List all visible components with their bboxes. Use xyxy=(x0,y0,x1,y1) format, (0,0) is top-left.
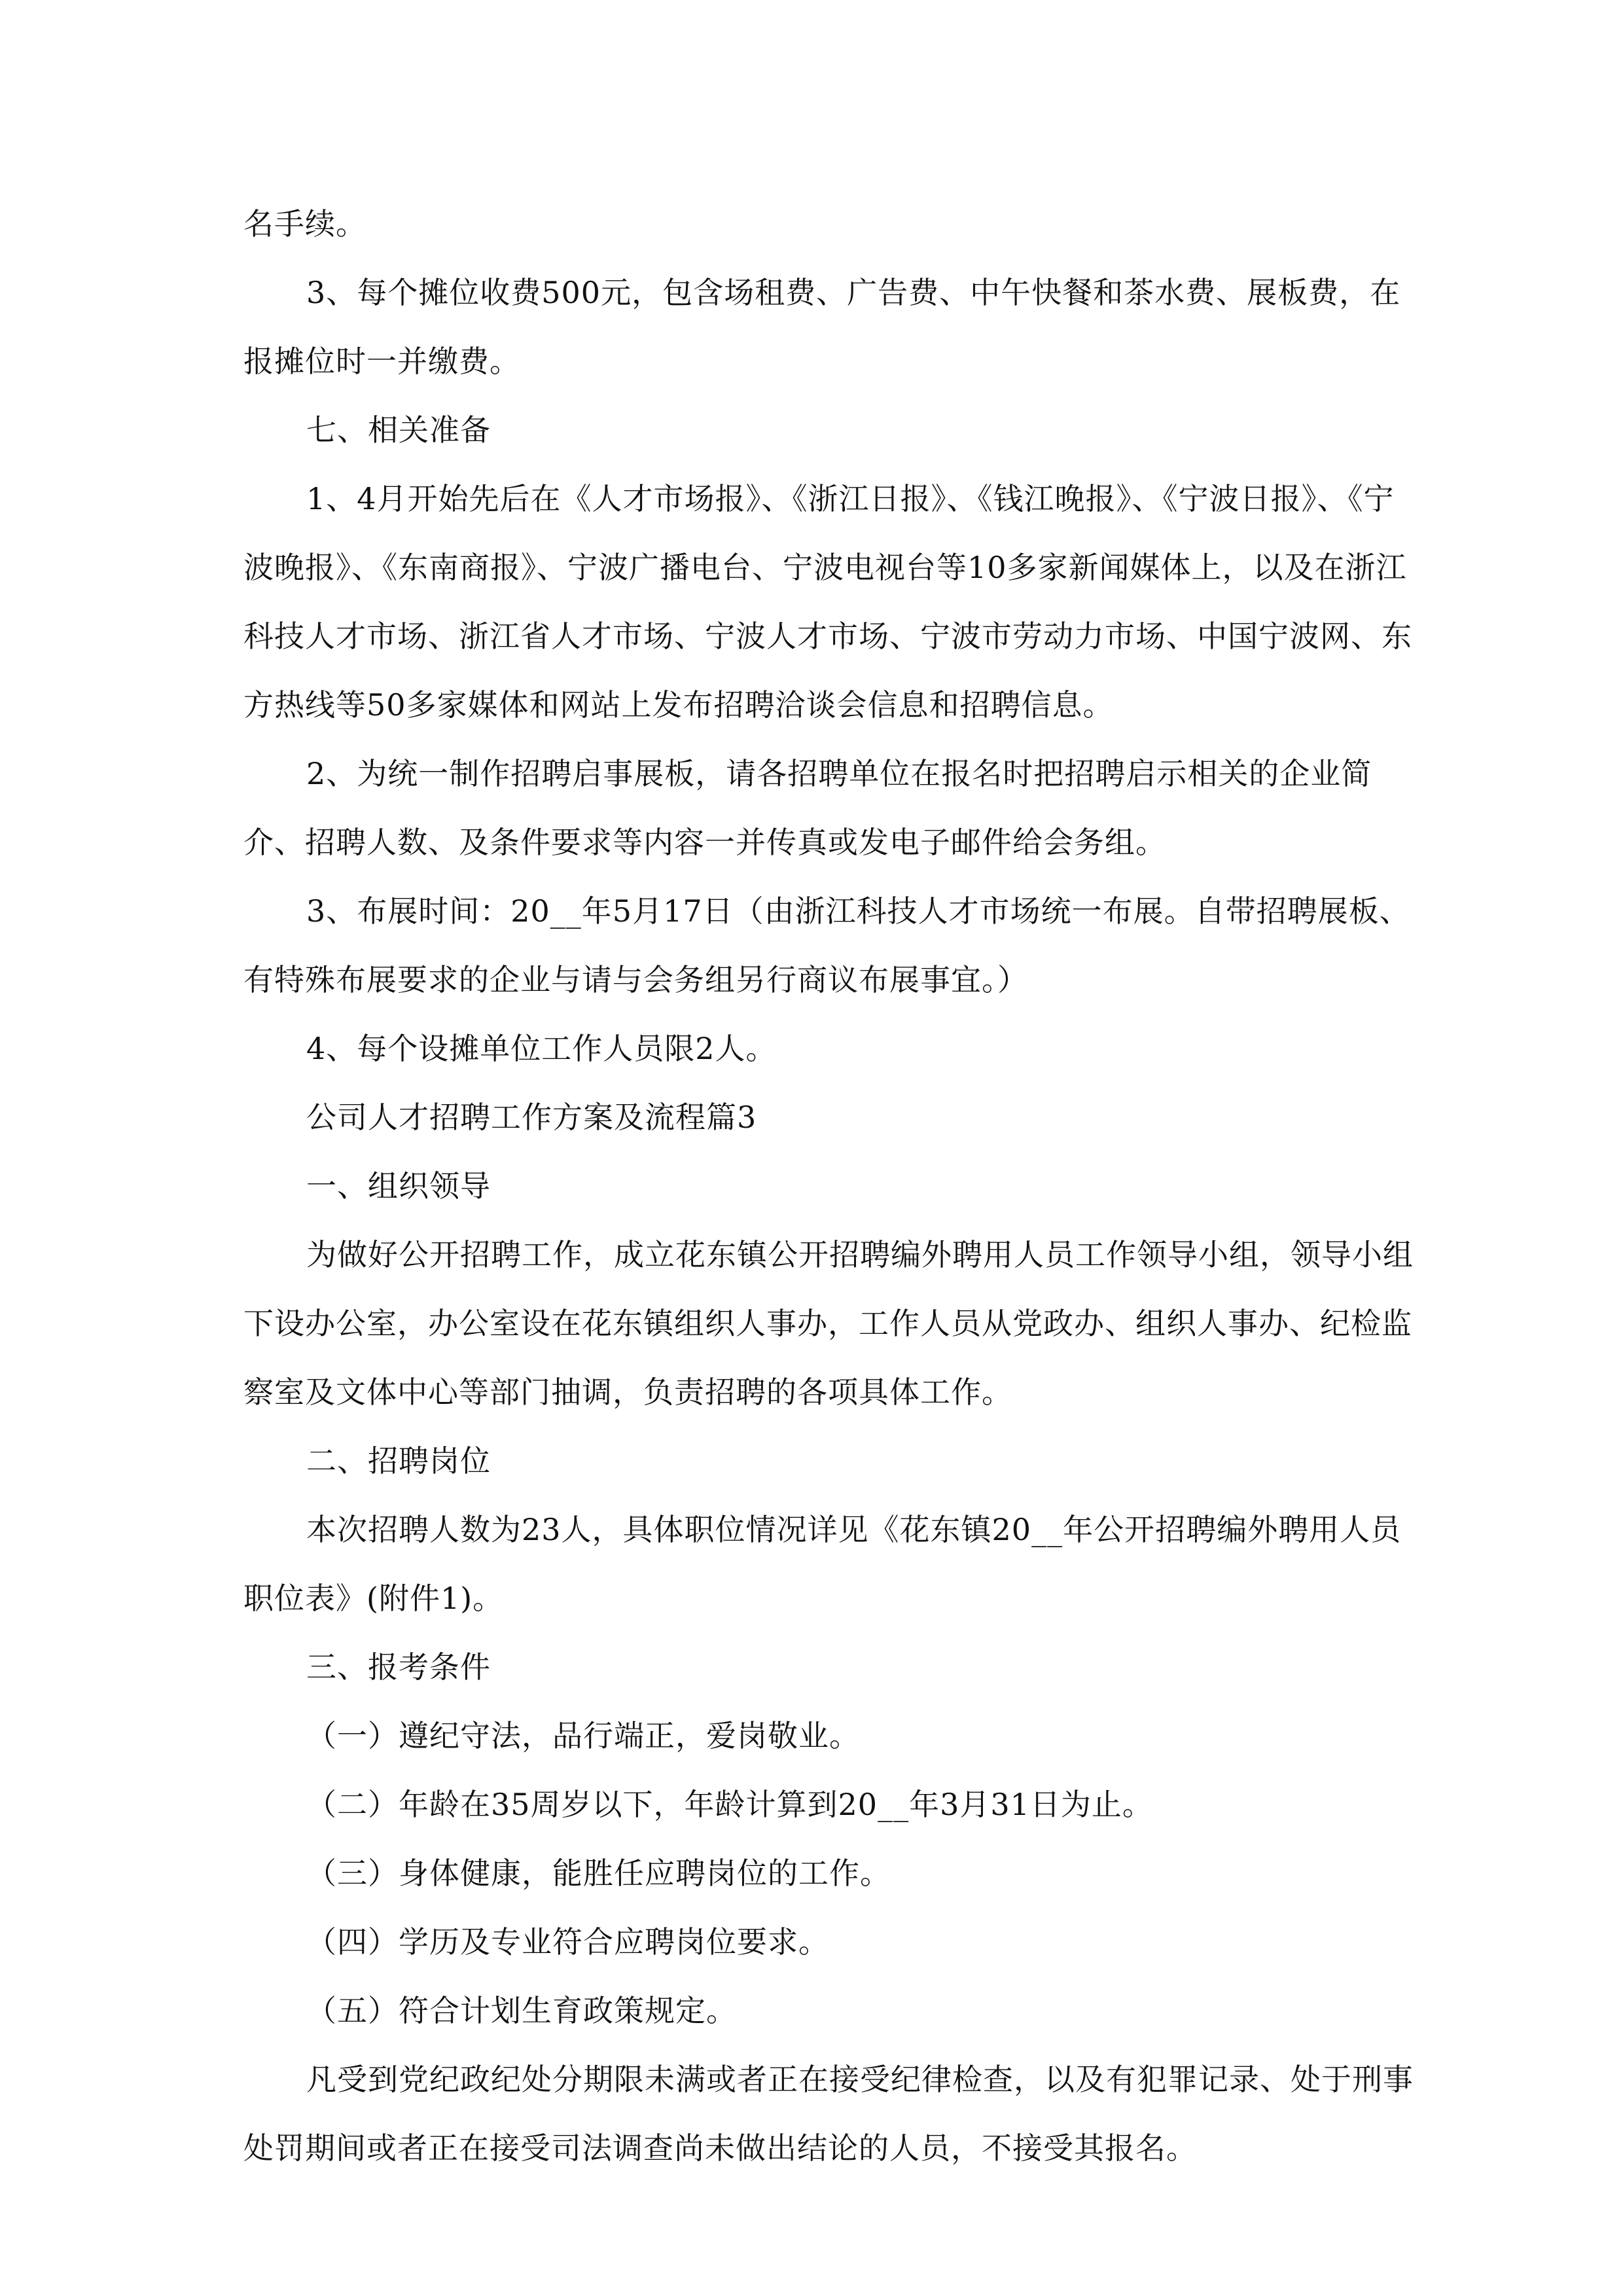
paragraph-11: 本次招聘人数为23人，具体职位情况详见《花东镇20__年公开招聘编外聘用人员职位表》(附件1)。 xyxy=(243,1512,1402,1616)
section-heading-3: 三、报考条件 xyxy=(306,1649,491,1685)
paragraph-6: 4、每个设摊单位工作人员限2人。 xyxy=(306,1031,777,1066)
paragraph-9: 为做好公开招聘工作，成立花东镇公开招聘编外聘用人员工作领导小组，领导小组下设办公室，办公室设在花东镇组织人事办，工作人员从党政办、组织人事办、纪检监察室及文体中心等部门抽调，负责招聘的各项具体工作。 xyxy=(243,1237,1414,1410)
document-body xyxy=(243,190,1415,2183)
paragraph-1: 3、每个摊位收费500元，包含场租费、广告费、中午快餐和茶水费、展板费，在报摊位时一并缴费。 xyxy=(243,275,1401,379)
condition-item-1: （一）遵纪守法，品行端正，爱岗敬业。 xyxy=(306,1718,860,1753)
article-title: 公司人才招聘工作方案及流程篇3 xyxy=(306,1100,757,1135)
paragraph-5: 3、布展时间：20__年5月17日（由浙江科技人才市场统一布展。自带招聘展板、有特殊布展要求的企业与请与会务组另行商议布展事宜。） xyxy=(243,893,1410,997)
section-heading-1: 一、组织领导 xyxy=(306,1168,491,1204)
section-heading-2: 二、招聘岗位 xyxy=(306,1443,491,1479)
paragraph-4: 2、为统一制作招聘启事展板，请各招聘单位在报名时把招聘启示相关的企业简介、招聘人数、及条件要求等内容一并传真或发电子邮件给会务组。 xyxy=(243,756,1372,860)
condition-item-2: （二）年龄在35周岁以下，年龄计算到20__年3月31日为止。 xyxy=(306,1787,1153,1822)
paragraph-3: 1、4月开始先后在《人才市场报》、《浙江日报》、《钱江晚报》、《宁波日报》、《宁波晚报》、《东南商报》、宁波广播电台、宁波电视台等10多家新闻媒体上，以及在浙江科技人才市场、浙江省人才市场、宁波人才市场、宁波市劳动力市场、中国宁波网、东方热线等50多家媒体和网站上发布招聘洽谈会信息和招聘信息。 xyxy=(243,481,1412,723)
paragraph-0: 名手续。 xyxy=(243,206,366,242)
condition-item-5: （五）符合计划生育政策规定。 xyxy=(306,1993,737,2028)
condition-item-3: （三）身体健康，能胜任应聘岗位的工作。 xyxy=(306,1856,891,1891)
section-heading-7: 七、相关准备 xyxy=(306,412,491,448)
paragraph-18: 凡受到党纪政纪处分期限未满或者正在接受纪律检查，以及有犯罪记录、处于刑事处罚期间或者正在接受司法调查尚未做出结论的人员，不接受其报名。 xyxy=(243,2062,1414,2166)
condition-item-4: （四）学历及专业符合应聘岗位要求。 xyxy=(306,1924,829,1960)
